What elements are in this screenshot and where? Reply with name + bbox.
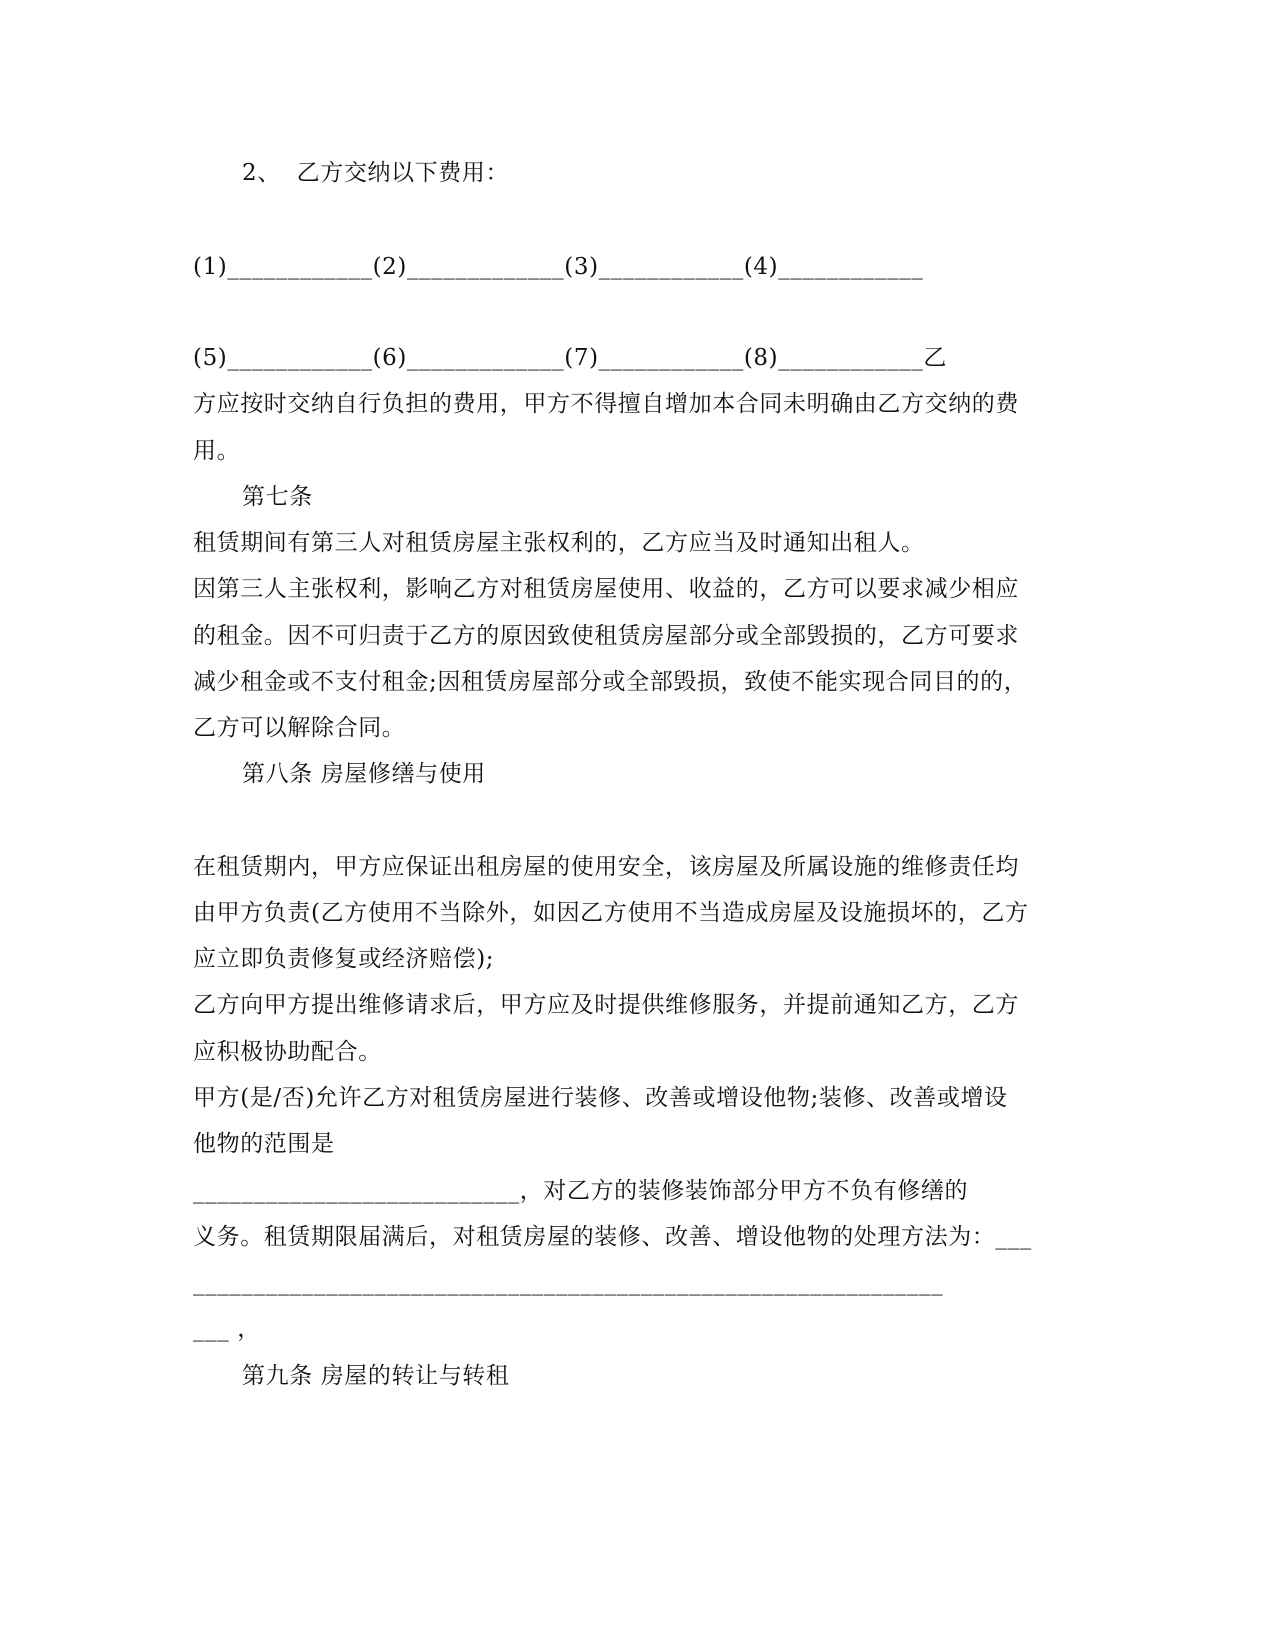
paragraph-line: 乙方可以解除合同。 — [193, 715, 406, 741]
paragraph-line: 因第三人主张权利，影响乙方对租赁房屋使用、收益的，乙方可以要求减少相应 — [193, 576, 1019, 602]
fee-blanks-row-1: (1)____________(2)_____________(3)____________(4)____________ — [193, 254, 924, 280]
paragraph-line: 的租金。因不可归责于乙方的原因致使租赁房屋部分或全部毁损的，乙方可要求 — [193, 623, 1019, 649]
paragraph-line: 甲方(是/否)允许乙方对租赁房屋进行装修、改善或增设他物;装修、改善或增设 — [193, 1085, 1008, 1111]
clause-item-2-heading: 2、 乙方交纳以下费用： — [242, 160, 510, 186]
paragraph-line: 租赁期间有第三人对租赁房屋主张权利的，乙方应当及时通知出租人。 — [193, 530, 925, 556]
paragraph-line: 在租赁期内，甲方应保证出租房屋的使用安全，该房屋及所属设施的维修责任均 — [193, 854, 1019, 880]
paragraph-line: 用。 — [193, 438, 241, 464]
paragraph-line: ___ ， — [193, 1316, 261, 1342]
paragraph-line: 乙方向甲方提出维修请求后，甲方应及时提供维修服务，并提前通知乙方，乙方 — [193, 992, 1019, 1018]
paragraph-line: 义务。租赁期限届满后，对租赁房屋的装修、改善、增设他物的处理方法为：___ — [193, 1224, 1032, 1250]
article-9-heading: 第九条 房屋的转让与转租 — [242, 1363, 510, 1389]
fee-blanks-row-2: (5)____________(6)_____________(7)____________(8)____________乙 — [193, 345, 948, 371]
paragraph-line: 应积极协助配合。 — [193, 1039, 382, 1065]
paragraph-line: 他物的范围是 — [193, 1131, 335, 1157]
article-8-heading: 第八条 房屋修缮与使用 — [242, 761, 486, 787]
paragraph-line: ___________________________，对乙方的装修装饰部分甲方不负有修缮的 — [193, 1178, 969, 1204]
paragraph-line: 方应按时交纳自行负担的费用，甲方不得擅自增加本合同未明确由乙方交纳的费 — [193, 391, 1019, 417]
paragraph-line: 减少租金或不支付租金;因租赁房屋部分或全部毁损，致使不能实现合同目的的， — [193, 669, 1028, 695]
article-7-heading: 第七条 — [242, 484, 313, 510]
blank-fill-line: ______________________________________________________________ — [193, 1270, 944, 1296]
paragraph-line: 应立即负责修复或经济赔偿); — [193, 946, 495, 972]
paragraph-line: 由甲方负责(乙方使用不当除外，如因乙方使用不当造成房屋及设施损坏的，乙方 — [193, 900, 1029, 926]
